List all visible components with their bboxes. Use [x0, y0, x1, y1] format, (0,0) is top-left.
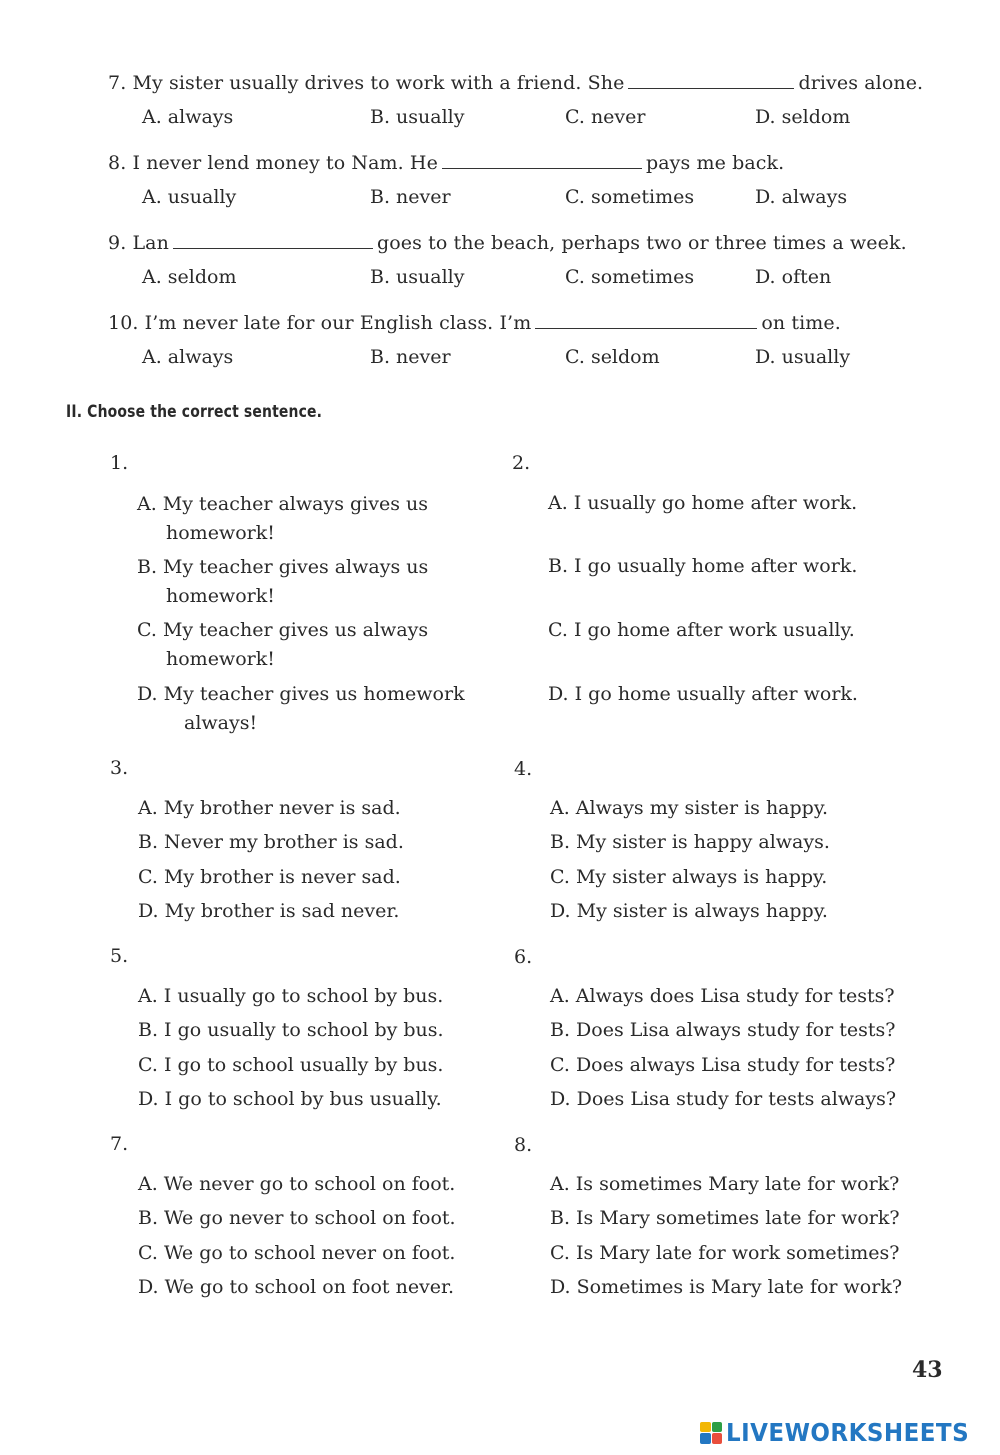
answer-blank[interactable] — [535, 312, 757, 329]
item-number: 7. — [110, 1133, 129, 1155]
choice-c[interactable]: C. My sister always is happy. — [550, 866, 828, 888]
liveworksheets-logo-icon — [700, 1422, 722, 1444]
item-number: 1. — [110, 452, 129, 474]
choice-a[interactable]: A. Always does Lisa study for tests? — [550, 985, 895, 1007]
choice-b[interactable]: B. My sister is happy always. — [550, 831, 830, 853]
answer-blank[interactable] — [442, 152, 642, 169]
choice-c[interactable]: C. My teacher gives us always homework! — [137, 619, 429, 670]
choice-a[interactable]: A. Is sometimes Mary late for work? — [550, 1173, 900, 1195]
option-c[interactable]: C. seldom — [565, 346, 660, 368]
choice-c[interactable]: C. I go to school usually by bus. — [138, 1054, 444, 1076]
option-b[interactable]: B. never — [370, 346, 451, 368]
item-number: 5. — [110, 945, 129, 967]
page-number: 43 — [912, 1357, 943, 1383]
answer-blank[interactable] — [628, 72, 794, 89]
option-a[interactable]: A. always — [142, 346, 234, 368]
choice-a[interactable]: A. My teacher always gives us homework! — [137, 493, 428, 544]
choice-d[interactable]: D. My teacher gives us homework always! — [137, 683, 465, 734]
section-heading: II. Choose the correct sentence. — [66, 402, 323, 422]
choice-d[interactable]: D. My brother is sad never. — [138, 900, 400, 922]
option-d[interactable]: D. seldom — [755, 106, 851, 128]
option-d[interactable]: D. often — [755, 266, 832, 288]
choice-d[interactable]: D. Does Lisa study for tests always? — [550, 1088, 897, 1110]
choice-d[interactable]: D. I go home usually after work. — [548, 683, 858, 705]
item-number: 6. — [514, 946, 533, 968]
option-a[interactable]: A. usually — [142, 186, 237, 208]
choice-a[interactable]: A. I usually go home after work. — [548, 492, 858, 514]
option-a[interactable]: A. seldom — [142, 266, 237, 288]
question-9: 9. Lan goes to the beach, perhaps two or three times a week. — [108, 232, 907, 254]
item-number: 8. — [514, 1134, 533, 1156]
choice-b[interactable]: B. I go usually home after work. — [548, 555, 858, 577]
choice-a[interactable]: A. Always my sister is happy. — [550, 797, 829, 819]
logo-text: LIVEWORKSHEETS — [726, 1418, 970, 1447]
liveworksheets-logo[interactable] — [700, 1418, 990, 1447]
item-number: 4. — [514, 758, 533, 780]
option-a[interactable]: A. always — [142, 106, 234, 128]
question-10: 10. I’m never late for our English class. I’m on time. — [108, 312, 841, 334]
choice-d[interactable]: D. We go to school on foot never. — [138, 1276, 455, 1298]
choice-b[interactable]: B. I go usually to school by bus. — [138, 1019, 444, 1041]
option-c[interactable]: C. never — [565, 106, 646, 128]
choice-d[interactable]: D. My sister is always happy. — [550, 900, 828, 922]
choice-c[interactable]: C. Is Mary late for work sometimes? — [550, 1242, 900, 1264]
option-d[interactable]: D. always — [755, 186, 848, 208]
choice-b[interactable]: B. Does Lisa always study for tests? — [550, 1019, 896, 1041]
option-c[interactable]: C. sometimes — [565, 266, 695, 288]
option-c[interactable]: C. sometimes — [565, 186, 695, 208]
choice-c[interactable]: C. Does always Lisa study for tests? — [550, 1054, 896, 1076]
choice-c[interactable]: C. We go to school never on foot. — [138, 1242, 456, 1264]
choice-a[interactable]: A. I usually go to school by bus. — [138, 985, 444, 1007]
choice-b[interactable]: B. Never my brother is sad. — [138, 831, 404, 853]
choice-b[interactable]: B. My teacher gives always us homework! — [137, 556, 429, 607]
choice-b[interactable]: B. We go never to school on foot. — [138, 1207, 456, 1229]
answer-blank[interactable] — [173, 232, 373, 249]
choice-a[interactable]: A. My brother never is sad. — [138, 797, 401, 819]
option-b[interactable]: B. never — [370, 186, 451, 208]
choice-c[interactable]: C. I go home after work usually. — [548, 619, 855, 641]
item-number: 2. — [512, 452, 531, 474]
choice-b[interactable]: B. Is Mary sometimes late for work? — [550, 1207, 900, 1229]
choice-c[interactable]: C. My brother is never sad. — [138, 866, 401, 888]
choice-d[interactable]: D. Sometimes is Mary late for work? — [550, 1276, 903, 1298]
option-d[interactable]: D. usually — [755, 346, 851, 368]
item-number: 3. — [110, 757, 129, 779]
choice-a[interactable]: A. We never go to school on foot. — [138, 1173, 456, 1195]
choice-d[interactable]: D. I go to school by bus usually. — [138, 1088, 442, 1110]
question-7: 7. My sister usually drives to work with a friend. She drives alone. — [108, 72, 924, 94]
option-b[interactable]: B. usually — [370, 266, 465, 288]
question-8: 8. I never lend money to Nam. He pays me back. — [108, 152, 785, 174]
option-b[interactable]: B. usually — [370, 106, 465, 128]
